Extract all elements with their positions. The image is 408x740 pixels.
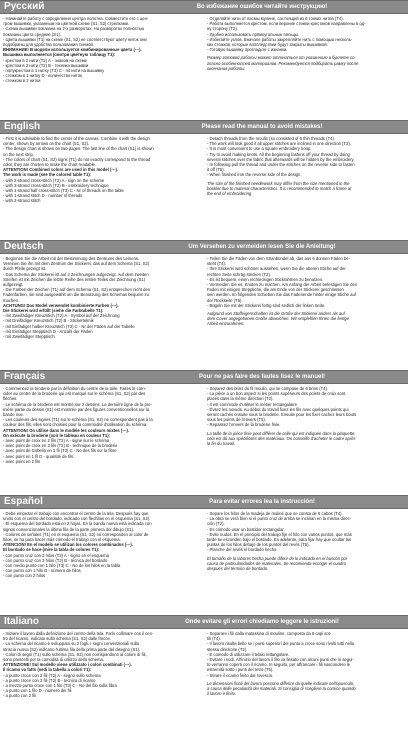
text-line: on the next strip. — [3, 151, 34, 157]
section-subtitle: Um Versehen zu vermeiden lesen Sie die Anleitung! — [188, 244, 336, 250]
text-line: machen. — [3, 297, 20, 303]
text-line: - Начинайте работу с определения центра полотна. Совместите его с цен- — [3, 16, 149, 21]
text-line: - con punto cruz con 2 hilos (T2) A - signo en el esquema — [3, 552, 109, 558]
text-line: - mit Zweifädiger Kreuzstich (T2) A - Symbol auf der Zeichnung — [3, 313, 120, 319]
text-line: Faden mit einigen Stepptiche, die am Ende von der Stickerei geschlossen — [207, 287, 344, 293]
text-line: - Commencez la broderie par la définition du centre de la toile. Faites le coïn- — [3, 386, 146, 391]
text-line: it off (T5). — [207, 167, 225, 173]
text-line: - Colores de señales (T1) en el esquema (S1, S2) no corresponden al color de — [3, 531, 149, 537]
text-line: - avec point de Gobelin en 1 fil (T3) C - No des fils sur la fibre — [3, 448, 117, 454]
text-line: couleur des fils, elles sont choisies pour la commodité d'utilisation du schéma. — [3, 422, 148, 428]
text-line: Вышивка выполняется (смотри цветную таблицу T1): — [3, 52, 116, 58]
text-line: - When finished iron the reverse side of the design. — [207, 172, 302, 178]
text-line: - Das Schema der Stickerei ist auf 2 Zeichnungen aufgezeigt. Auf dem zweiten — [3, 271, 149, 277]
text-line: sono prescelti per la comodità di utilizzo dello schema. — [3, 657, 105, 663]
left-column — [3, 631, 201, 699]
text-line: - a punto con 2 fili — [3, 693, 37, 699]
text-line: - avec point en 1 fil D - quantité de fils — [3, 453, 74, 459]
text-line: después del término de bordado. — [207, 566, 269, 572]
text-line: El tamaño de la labores hecha puede diferir de lo indicado en el buscón por — [207, 555, 348, 561]
text-line: - The work will look good if all upper stitches are inclined in one direction (T2). — [207, 141, 351, 147]
section-body — [0, 384, 408, 468]
language-title: English — [4, 121, 41, 132]
text-line: mière partie du dessin (S1) est montrée par des figures conventionnelles sur la — [3, 406, 150, 412]
text-line: - a punto croce con 2 fili (T2) A - segno sullo schema — [3, 672, 101, 678]
text-line: - It is most convenient to use a square embroidery hoop. — [207, 146, 312, 152]
text-line: cider au centre de la broderie qui est marqué sur le schéma (S1, S2) par des — [3, 391, 146, 397]
text-line: - Separare i fili dalla matassina di mouline, composta da 6 capi sot- — [207, 631, 332, 636]
left-column — [3, 511, 201, 579]
text-line: tili (T4). — [207, 636, 221, 642]
text-line: On exécute la broderie (voir le tableau en couleur T1): — [3, 432, 111, 438]
language-section — [0, 495, 408, 615]
text-line: estremità sotto i punti del retro (T5). — [207, 667, 274, 673]
text-line: tarde se esconden bajo el bordado. En adelante, para fijar hay que ocultar las — [207, 537, 352, 543]
text-line: показаны цвета средние (S1). — [3, 31, 61, 37]
text-line: гласно особенностей материалов. Рекомендуется подбирать рамку после — [207, 60, 359, 66]
text-line: - Отделяйте нити от пасмы мулине, состоящей из 6 тонких нитей (T4). — [207, 16, 344, 21]
text-line: stessa direzione (T2). — [207, 646, 248, 652]
text-line: - стежком в 1 нитку D - количество ниток — [3, 73, 82, 79]
text-line: - a punto con 1 filo D - numero dei fili — [3, 688, 72, 694]
text-line: - Vermeiden Sie es, Knoten zu machen. Am Anfang der Arbeit befestigen Sie den — [207, 282, 358, 288]
language-title: Français — [4, 371, 46, 382]
text-line: - mit Einfädiger Stepptisch D - Anzahl der Fäden — [3, 328, 93, 334]
text-line: окончания работы. — [207, 65, 246, 71]
text-line: flèches. — [3, 396, 18, 402]
text-line: тром вышивки, указанным на цветной схеме (S1, S2) стрелками. — [3, 21, 130, 27]
left-column — [3, 16, 201, 84]
text-line: - Iniziare il lavoro dalla definizione del centro della tela. Farlo collimare con il cen- — [3, 631, 154, 636]
text-line: - Работа выполняется крестом, если верхние стежки крестиков направлены в од- — [207, 21, 366, 27]
section-subtitle: Para evitar errores lea la instrucción! — [209, 499, 315, 505]
text-line: - Le schéma de la broderie est montré sur 2 dessins. La dernière ligne de la pre- — [3, 401, 152, 407]
text-line: - Избегайте узлов. Вначале работы закрепляйте нить с помощью несколь- — [207, 36, 353, 42]
text-line: The size of the finished needlework may differ from the size mentioned in the — [207, 180, 350, 186]
section-body — [0, 509, 408, 583]
text-line: - Les couleurs des signes (T1) sur le schéma (S1, S2) ne correspondent pas à la — [3, 417, 153, 423]
section-subtitle: Please read the manual to avoid mistakes! — [201, 124, 323, 130]
text-line: - with 1-strand half cross-stitch (T3) C - Nr of threads on the table — [3, 188, 124, 194]
text-line: the end of embroidering. — [207, 191, 253, 197]
language-section — [0, 370, 408, 495]
language-title: Deutsch — [4, 241, 44, 252]
text-line: - with 1-strand stitch D - number of threads — [3, 193, 83, 199]
text-line: booklet due to material characteristics. It is recommended to match a frame at — [207, 185, 352, 191]
text-line: Streifen ist mit Zeichen die letzte Reihe des ersten Teiles der Zeichnung (S1) — [3, 276, 146, 282]
text-line: - avec point de croix en 3 fils (T2) B - technique de la broderie — [3, 443, 118, 449]
text-line: several stitches over the fabric that afterwards will be hidden by the embroidery. — [207, 156, 355, 162]
text-line: ATTENTION! Combined colors are used in this model (---). — [3, 167, 119, 173]
right-column — [207, 511, 405, 579]
section-body — [0, 14, 408, 88]
language-title: Italiano — [4, 616, 40, 627]
text-line: rechten Seite schräg stricken (T2). — [207, 271, 272, 277]
language-section — [0, 120, 408, 240]
text-line: Die Stickerei wird erfüllt (siehe die Farbtabelle T1): — [3, 308, 104, 314]
text-line: - Debe empezar el trabajo con encontrar el centro de la tela. Después hay que — [3, 511, 149, 516]
text-line: dem Cover angegebenen Größe abweichen. Wir empfehlen Ihnen die fertige — [207, 316, 349, 322]
text-line: - Цвета вышивки (T1) на схеме (S1, S2) не соответствуют цвету ниток они — [3, 36, 147, 42]
text-line: - полукрестом в 1 нитку (T3) С - nit нити на вышивку — [3, 68, 105, 74]
text-line: Il ricamo va fatto (vedi la tabella a colori T1): — [3, 667, 92, 673]
text-line: - with 3-strand cross-stitch (T2) B - embroidery technique — [3, 182, 109, 188]
text-line: ción (T2). — [207, 521, 225, 527]
text-line: Aufgrund von Stoffeigenschaften ist die Größe der Stickerei anders als auf — [207, 311, 345, 317]
section-header — [0, 370, 408, 384]
text-line: sous les points de l'envers (T5). — [207, 417, 266, 423]
text-line: - Try to avoid making knots. All the beginning fastens off your thread by doing — [207, 151, 350, 157]
text-line: - Separe los hilos de la madeja de muliné que se consta de 6 cabos (T4). — [207, 511, 343, 516]
text-line: - a punto croce con 3 fili (T2) B - tecnica di ricamo — [3, 677, 96, 683]
text-line: - Evitare i nodi. All'inizio del lavoro il filo va fissato con alcuni punti che in segui- — [207, 657, 354, 663]
text-line: - крестом в 3 нити (T2) В - техника вышивки — [3, 62, 89, 68]
right-column — [207, 631, 405, 699]
text-line: striscia nuova (S2) indicano l'ultima fila della prima parte del disegno (S1). — [3, 646, 141, 652]
text-line: il lavoro è finito. — [207, 691, 237, 697]
text-line: - Es ist bequem, einen rechteckigen Stickrahmen zu benutzen. — [207, 276, 324, 282]
section-subtitle: Onde evitare gli errori chiediamo leggere le istruzioni! — [185, 619, 339, 625]
text-line: - La pièce a un bon aspect si les points supérieurs des points de croix sont — [207, 391, 346, 397]
right-column — [207, 386, 405, 464]
text-line: - Séparez des brins du fil moulin, qui se compose de 6 brins (T4). — [207, 386, 329, 391]
language-section — [0, 240, 408, 370]
text-line: - стежком в 2 нитки — [3, 78, 41, 84]
text-line: - Teilen Sie die Fäden von dem Stranbündel ab, das aus 6 dünnen Fäden be- — [207, 256, 351, 261]
text-line: - a mezzo punto croce con 1 filo (T3) C - No del filo sulla fibra — [3, 683, 117, 689]
text-line: - avec point de croix en 2 fils (T2) A - signe sur le schéma — [3, 438, 110, 444]
text-line: - Évitez les nœuds. Au début du travail fixez les fils avec quelques points qui — [207, 406, 349, 412]
section-subtitle: Pour ne pas faire des fautes lisez le manuel! — [198, 374, 326, 380]
text-line: - El esquema del bordado está en 2 hojas. En la banda nueva está indicada con — [3, 521, 152, 527]
text-line: steht (T4). — [207, 261, 227, 267]
text-line: - Evite nudos. En el principio del trabajo fije el hilo con varios puntos, que más — [207, 531, 352, 537]
text-line: - Il lavoro risulta bello se i punti superiori del punto a croce sono rivolti tutti nella — [207, 641, 355, 647]
section-header — [0, 0, 408, 14]
text-line: - Bügeln Sie mit der Stickerei fertig sind seitlich der linken Seite. — [207, 302, 326, 308]
language-title: Русский — [4, 1, 45, 12]
text-line: ATTENTION! On utilise dans le modèle les couleurs mixtes (---). — [3, 427, 130, 433]
section-header — [0, 120, 408, 134]
text-line: durch Pfeile gezeigt ist. — [3, 266, 47, 272]
text-line: - Detach threads from the moulin (so consisted of 6 thin threads (T4). — [207, 136, 336, 141]
text-line: la fin du travail. — [207, 441, 236, 447]
left-column — [3, 386, 201, 464]
text-line: - Beginnen Sie die Arbeit mit der Bestimmung des Zentrums des Leinens. — [3, 256, 140, 261]
text-line: - Готовую вышивку прогладьте с изнанки. — [207, 47, 288, 53]
text-line: - con punto con 2 hilos — [3, 573, 46, 579]
text-line: aufgezeigt. — [3, 282, 24, 288]
text-line: - with 2-strand stitch — [3, 198, 41, 204]
text-line: - con medio punto con 1 hilo (T3) C - No de los hilos en la tabla — [3, 563, 121, 569]
text-line: - Ihre Stickerei wird schöner aussehen, wenn Sie die oberen Stiche auf der — [207, 266, 346, 272]
text-line: - In following pull the thread and under the stitches on the reverse side to fasten — [207, 162, 355, 168]
text-line: center, shown by arrows on the chart (S1, S2). — [3, 141, 90, 147]
left-column — [3, 256, 201, 339]
text-line: ВНИМАНИЕ! В модели используется комбинированные цвета (---). — [3, 47, 142, 53]
text-line: - mit Zweifädiger Stepptisch — [3, 334, 55, 340]
text-line: Fadenfarben, sie sind ausgewählt um die Benutzung des Schemas bequem zu — [3, 292, 149, 298]
text-line: ACHTUNG! Das Model verwendet kombinierte Farben (---). — [3, 302, 119, 308]
section-header — [0, 495, 408, 509]
text-line: - mit Dreifädiger Kreuzstich (T2) B - Stickerteknik — [3, 318, 94, 324]
text-line: ATTENZIONE! Sul modello viene utilizzato i colori combinati (---). — [3, 662, 132, 668]
language-section — [0, 0, 408, 120]
text-line: color, they are chosen to make the chart readable. — [3, 162, 97, 168]
text-line: - крестом в 2 нити (T2) А - знаком на схеме — [3, 57, 87, 63]
section-body — [0, 134, 408, 208]
section-header — [0, 615, 408, 629]
text-line: placés dans la même direction (T2). — [207, 396, 274, 402]
text-line: seront cachés ensuite sous la broderie. Ensuite pour les fixer cachez leurs bouts — [207, 412, 357, 418]
text-line: - Il est commode d'utiliser le métier rectangulaire. — [207, 401, 299, 407]
text-line: The work is made (see the colored table T1): — [3, 172, 92, 178]
section-body — [0, 254, 408, 343]
right-column — [207, 16, 405, 84]
text-line: - con punto con 1 hilo D - número de hilos — [3, 568, 81, 574]
text-line: bande nue. — [3, 412, 24, 418]
text-line: tro del ricamo, indicato sullo schema (S1, S2) dalle frecce. — [3, 636, 111, 642]
text-line: - Lo schema del ricamo è sviluppato su 2 fogli. I segni convenzionali sulla — [3, 641, 139, 647]
text-line: ну сторону (T2). — [207, 26, 238, 32]
text-line: der Rückseite (T5). — [207, 297, 243, 303]
text-line: ATENCIÓN! En el modelo se utilizan los colores combinados (---). — [3, 542, 133, 548]
text-line: cela est dû aux spécificités des matériaux. On conseille d'acheter le cadre après — [207, 435, 356, 441]
text-line: - mit Einfädiger halber Kreuzstich (T3) C - Nr der Fäden auf der Tabelle — [3, 323, 135, 329]
text-line: - Схема вышивки показана на 2-х разворотах. На разворотах полностью — [3, 26, 145, 32]
text-line: - Colori di segni (T1) sullo schema (S1, S2) non corrispondono al colore di fili, — [3, 651, 147, 657]
text-line: - Es cómodo usar un bastidor rectangular. — [207, 526, 285, 532]
text-line: hilos, se ha para hacer más cómodo el trabajo con el esquema. — [3, 537, 121, 543]
text-line: Размер готовой работы может отличаться от указанного в буклете со- — [207, 55, 356, 61]
text-line: puntas de los hilos debajo de los puntos del revés (T5). — [207, 542, 310, 548]
text-line: - Repassez l'envers de la broderie finie. — [207, 422, 281, 428]
text-line: - with 2-strand cross-stitch (T2) A - sign on the scheme — [3, 177, 105, 183]
language-title: Español — [4, 496, 43, 507]
text-line: sein werden. Im folgenden Schieben Sie das Fadenende hinter einige Stiche auf — [207, 292, 356, 298]
text-line: causa de particularidades de materiales. Se recomienda escoger el cuadro — [207, 560, 346, 566]
text-line: - con punto cruz con 3 hilos (T2) B - técnica del bordado — [3, 557, 108, 563]
right-column — [207, 136, 405, 204]
text-line: - The colors of chart (S1, S2) signs (T1) do not exactly correspond to the thread — [3, 156, 151, 162]
text-line: Arbeit einzurahmen. — [207, 321, 245, 327]
text-line: - Planche del revés el bordado hecho. — [207, 547, 278, 553]
text-line: to verranno coperti con il ricamo. In seguito, per affrancare i fili nascondere le — [207, 662, 351, 668]
section-header — [0, 240, 408, 254]
language-section — [0, 615, 408, 735]
text-line: - È comodo di utilizzare il telaio rettangolare. — [207, 651, 290, 657]
right-column — [207, 256, 405, 339]
section-subtitle: Во избежание ошибок читайте инструкцию! — [196, 4, 328, 10]
text-line: ких стежков, которые впоследствии будут закрыты вышивкой. — [207, 42, 328, 48]
text-line: signos convencionales la última fila de la parte primera del dibujo (S1). — [3, 526, 135, 532]
text-line: Le dimensioni finali del lavoro possono differire da quelle indicate nell'opuscolo, — [207, 680, 355, 686]
text-line: - Die Farben der Zeichen (T1) auf dem Schema (S1, S2) entsprechen nicht den — [3, 287, 151, 293]
text-line: - Удобно использовать прямоугольные пяльцы. — [207, 31, 300, 37]
section-body — [0, 629, 408, 703]
text-line: - La obra se verá bien si el punto cruz de arriba se inclinan en la misma direc- — [207, 516, 352, 522]
text-line: unirlo con el centro del bordado, indicado con flechitas en el esquema (S1, S2). — [3, 516, 151, 522]
text-line: El bordado se hace (mire la tabla de colores T1): — [3, 547, 100, 553]
text-line: - Stirare il ricamo finito dal rovescio. — [207, 672, 274, 678]
left-column — [3, 136, 201, 204]
text-line: a causa delle peculiarità dei materiali. Si consiglia di scegliere la cornice quando — [207, 686, 356, 692]
text-line: - The design chart is shown on two pages. The last line of the chart (S1) is shown — [3, 146, 154, 152]
text-line: Vereinen Sie ihn mit dem Zentrum der Stickerei, das auf dem Schema (S1, S2) — [3, 261, 150, 267]
text-line: - avec point en 2 fils — [3, 458, 41, 464]
text-line: подобраны для удобства пользования схемой. — [3, 42, 94, 48]
text-line: - First it is advisable to find the center of the canvas. Combine it with the design — [3, 136, 150, 141]
text-line: La taille de la pièce finie peut différer de celle qui est indiquée dans la plaquette, — [207, 430, 356, 436]
